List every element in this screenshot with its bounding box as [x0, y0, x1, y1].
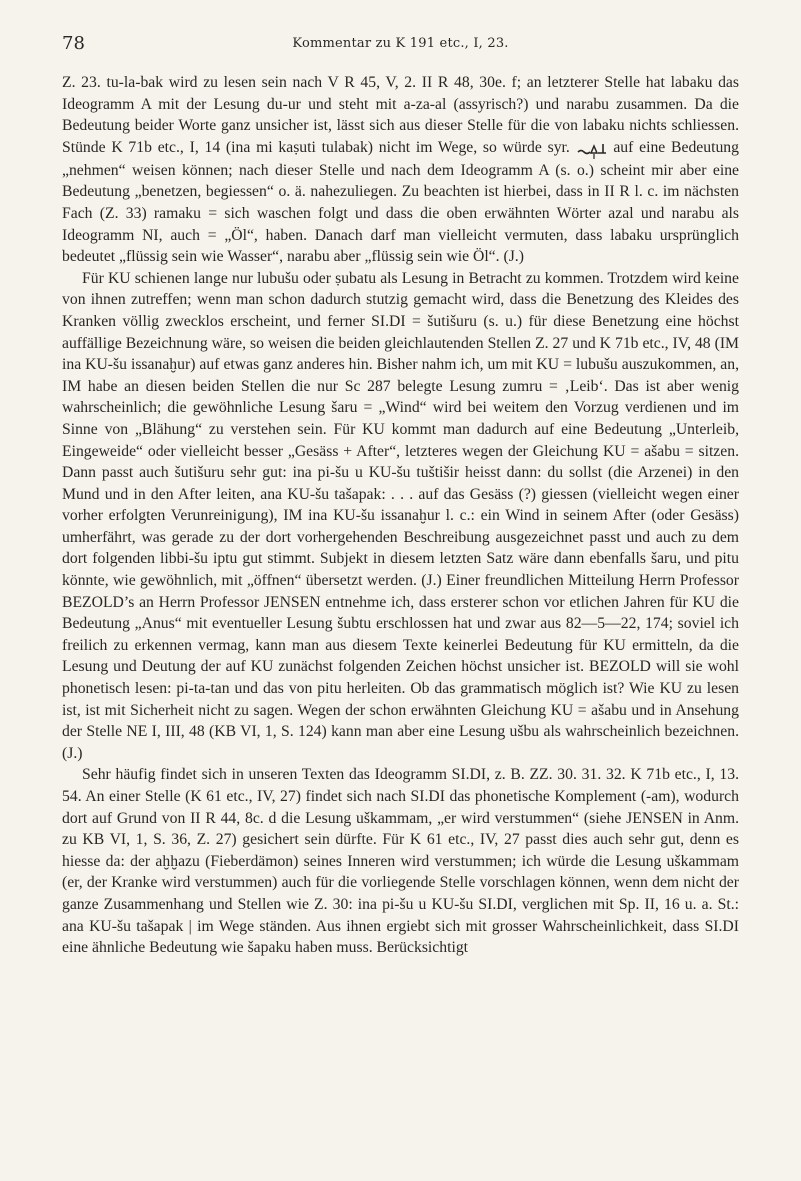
- page-header: [62, 33, 739, 55]
- running-title: Kommentar zu K 191 etc., I, 23.: [292, 36, 509, 51]
- paragraph-z23: [62, 72, 739, 268]
- paragraph-si-di: Sehr häufig findet sich in unseren Texten das Ideogramm SI.DI, z. B. ZZ. 30. 31. 32. K 71b etc., I, 13. 54. An einer Stelle (K 61 etc., IV, 27) findet sich nach SI.DI das phonetische Komplement (-am), wodurch dort auf Grund von II R 44, 8c. d die Lesung uškammam, „er wird verstummen“ (siehe JENSEN in Anm. zu KB VI, 1, S. 36, Z. 27) gesichert sein dürfte. Für K 61 etc., IV, 27 passt dies auch sehr gut, denn es hiesse da: der aḫḫazu (Fieberdämon) seines Inneren wird verstummen; ich würde die Lesung uškammam (er, der Kranke wird verstummen) auch für die vorliegende Stelle vorschlagen können, wenn dem nicht der ganze Zusammenhang und Stellen wie Z. 30: ina pi-šu u KU-šu SI.DI, verglichen mit Sp. II, 16 u. a. St.: ana KU-šu tašapak | im Wege ständen. Aus ihnen ergiebt sich mit grosser Wahrscheinlichkeit, dass SI.DI eine ähnliche Bedeutung wie šapaku haben muss. Berücksichtigt: [62, 766, 739, 957]
- commentary-body: [62, 72, 739, 959]
- syriac-word-glyph: [576, 140, 608, 160]
- paragraph-z23-lead: Z. 23. tu-la-bak wird zu lesen sein nach V R 45, V, 2. II R 48, 30e. f; an letzterer Stelle hat labaku das Ideogramm A mit der Lesung du-ur und steht mit a-za-al (assyrisch?) und narabu zusammen. Da die Bedeutung beider Worte ganz unsicher ist, lässt sich aus dieser Stelle für die von labaku nichts schliessen. Stünde K 71b etc., I, 14 (ina mi kaṣuti tulabak) nicht im Wege, so würde syr.: [62, 74, 739, 156]
- paragraph-z23-trail: auf eine Bedeutung „nehmen“ weisen können; nach dieser Stelle und nach dem Ideogramm A (s. o.) scheint mir aber eine Bedeutung „benetzen, begiessen“ o. ä. nahezuliegen. Zu beachten ist hierbei, dass in II R l. c. im nächsten Fach (Z. 33) ramaku = sich waschen folgt und dass die oben erwähnten Wörter azal und narabu als Ideogramm NI, auch = „Öl“, haben. Danach darf man vielleicht vermuten, dass labaku ursprünglich bedeutet „flüssig sein wie Wasser“, narabu aber „flüssig sein wie Öl“. (J.): [62, 138, 739, 266]
- page-number: 78: [62, 33, 85, 54]
- paragraph-ku-reading: Für KU schienen lange nur lubušu oder ṣubatu als Lesung in Betracht zu kommen. Trotzdem wird keine von ihnen zutreffen; wenn man schon dadurch stutzig gemacht wird, dass die Benetzung des Kleides des Kranken völlig zwecklos erscheint, und ferner SI.DI = šutišuru (s. u.) für diese Benetzung eine höchst auffällige Bezeichnung wäre, so weisen die beiden gleichlautenden Stellen Z. 27 und K 71b etc., IV, 48 (IM ina KU-šu issanaḫur) auf etwas ganz anderes hin. Bisher nahm ich, um mit KU = lubušu auszukommen, an, IM habe an diesen beiden Stellen die nur Sc 287 belegte Lesung zumru = ‚Leib‘. Das ist aber wenig wahrscheinlich; die gewöhnliche Lesung šaru = „Wind“ wird bei weitem den Vorzug verdienen und im Sinne von „Blähung“ zu verstehen sein. Für KU kommt man dadurch auf eine Bedeutung „Unterleib, Eingeweide“ oder vielleicht besser „Gesäss + After“, letzteres wegen der Gleichung KU = ašabu = sitzen. Dann passt auch šutišuru sehr gut: ina pi-šu u KU-šu tuštišir heisst dann: du sollst (die Arzenei) in den Mund und in den After leiten, ana KU-šu tašapak: . . . auf das Gesäss (?) giessen (vielleicht wegen einer vorher erfolgten Verunreinigung), IM ina KU-šu issanaḫur l. c.: ein Wind in seinem After (oder Gesäss) umherfährt, was gerade zu der dort vorhergehenden Beschreibung ausgezeichnet passt und auch zu dem dort folgenden libbi-šu iptu gut stimmt. Subjekt in diesem letzten Satz wäre dann ebenfalls šaru, und pitu könnte, wie gewöhnlich, mit „öffnen“ übersetzt werden. (J.) Einer freundlichen Mitteilung Herrn Professor BEZOLD’s an Herrn Professor JENSEN entnehme ich, dass ersterer schon vor etlichen Jahren für KU die Bedeutung „Anus“ mit eventueller Lesung šubtu erschlossen hat und zwar aus 82—5—22, 174; soviel ich freilich zu erkennen vermag, kann man aus diesem Texte keinerlei Bedeutung für KU ermitteln, da die Lesung und Deutung der auf KU zunächst folgenden Zeichen höchst unsicher ist. BEZOLD will sie wohl phonetisch lesen: pi-ta-tan und das von pitu herleiten. Ob das grammatisch möglich ist? Wie KU zu lesen ist, ist mit Sicherheit nicht zu sagen. Wegen der schon erwähnten Gleichung KU = ašabu und in Ansehung der Stelle NE I, III, 48 (KB VI, 1, S. 124) kann man aber eine Lesung ušbu als wahrscheinlich bezeichnen. (J.): [62, 269, 739, 762]
